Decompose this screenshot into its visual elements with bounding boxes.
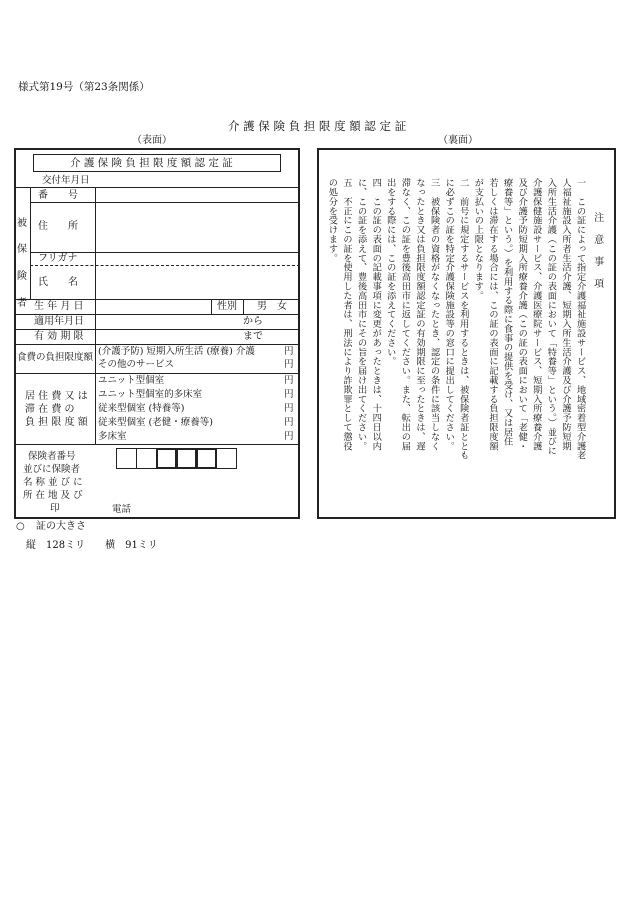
residence-item-4: 従来型個室 (老健・療養等) <box>98 417 213 428</box>
residence-unit-4: 円 <box>284 417 294 428</box>
note-column: 出をする際には、この証を添えてください。 <box>384 178 396 366</box>
insurer-label-3: 名 称 並 び に <box>23 477 83 488</box>
note-column: なったとき又は負担限度額認定証の有効期限に至ったときは、遅 <box>413 178 425 451</box>
residence-unit-2: 円 <box>284 389 294 400</box>
birth-label: 生 年 月 日 <box>34 301 84 312</box>
note-column: 三 被保険者の資格がなくなったとき、認定の条件に該当しなく <box>428 178 440 451</box>
sex-label: 性別 <box>217 301 237 312</box>
insured-char-4: 者 <box>17 298 27 309</box>
back-label: （裏面） <box>438 135 478 146</box>
insured-char-3: 険 <box>17 271 27 282</box>
note-column: 療養等」という。）を利用する際に食事の提供を受け、又は居住 <box>501 178 513 446</box>
note-column: 四 この証の表面の記載事項に変更があったときは、十四日以内 <box>370 178 382 451</box>
note-column: 二 前号に規定するサービスを利用するときは、被保険者証ととも <box>457 178 469 460</box>
issue-date-label: 交付年月日 <box>42 175 90 186</box>
name-label: 氏 名 <box>38 277 78 288</box>
insurer-digit-box <box>216 448 237 469</box>
insurer-digit-box <box>136 448 157 469</box>
residence-item-5: 多床室 <box>98 431 127 442</box>
note-column: 五 不正にこの証を使用した者は、刑法により詐欺罪として懲役 <box>340 178 352 451</box>
form-number: 様式第19号（第23条関係） <box>18 81 150 93</box>
insurer-label-4: 所 在 地 及 び <box>23 490 83 501</box>
note-column: 及び介護予防短期入所療養介護（この証の表面において「老健・ <box>516 178 528 451</box>
meal-unit-1: 円 <box>284 346 294 357</box>
note-column: 介護保健施設サービス、介護医療院サービス、短期入所療養介護 <box>530 178 542 451</box>
residence-label-2: 滞 在 費 の <box>25 404 75 415</box>
insurer-digit-box <box>176 448 197 469</box>
main-title: 介 護 保 険 負 担 限 度 額 認 定 証 <box>228 119 407 133</box>
size-bullet: ○ <box>16 521 25 532</box>
note-column: 入所生活介護（この証の表面において「特養等」という。）並びに <box>545 178 557 456</box>
note-column: に、この証を添えて、豊後高田市にその旨を届け出てください。 <box>355 178 367 451</box>
meal-item-2: その他のサービス <box>98 359 175 370</box>
address-label: 住 所 <box>38 221 78 232</box>
residence-unit-5: 円 <box>284 431 294 442</box>
insured-char-1: 被 <box>17 218 27 229</box>
meal-item-1: (介護予防) 短期入所生活 (療養) 介護 <box>98 346 255 357</box>
sex-values: 男 女 <box>257 301 287 312</box>
residence-unit-3: 円 <box>284 403 294 414</box>
insured-char-2: 保 <box>17 244 27 255</box>
insurer-label-5: 印 <box>50 503 60 514</box>
note-column: の処分を受けます。 <box>326 178 338 263</box>
card-title: 介 護 保 険 負 担 限 度 額 認 定 証 <box>70 157 233 169</box>
note-column: 若しくは滞在する場合には、この証の表面に記載する負担限度額 <box>486 178 498 451</box>
note-column: が支払いの上限となります。 <box>472 178 484 301</box>
note-column: に必ずこの証を特定介護保険施設等の窓口に提出してください。 <box>443 178 455 451</box>
phone-label: 電話 <box>112 504 132 515</box>
from-label: から <box>243 316 263 327</box>
front-label: （表面） <box>132 135 172 146</box>
applicable-date-label: 適用年月日 <box>34 316 84 327</box>
insurer-label-1: 保険者番号 <box>28 451 76 462</box>
number-label: 番 号 <box>38 190 78 201</box>
note-column: 人福祉施設入所者生活介護、短期入所生活介護及び介護予防短期 <box>559 178 571 451</box>
size-label: 証の大きさ <box>36 521 86 532</box>
residence-item-3: 従来型個室 (特養等) <box>98 403 185 414</box>
notes-heading: 注 意 事 項 <box>591 212 603 289</box>
until-label: まで <box>243 331 263 342</box>
residence-label-3: 負 担 限 度 額 <box>25 417 88 428</box>
residence-item-2: ユニット型個室的多床室 <box>98 389 203 400</box>
insurer-digit-box <box>156 448 177 469</box>
size-dims: 縦 128ミリ 横 91ミリ <box>26 540 158 551</box>
meal-unit-2: 円 <box>284 359 294 370</box>
furigana-label: フリガナ <box>38 253 78 264</box>
meal-label: 食費の負担限度額 <box>17 352 94 363</box>
insurer-digit-box <box>196 448 217 469</box>
insurer-label-2: 並びに保険者 <box>23 464 81 475</box>
note-column: 滞なく、この証を豊後高田市に返してください。また、転出の届 <box>399 178 411 451</box>
residence-label-1: 居 住 費 又 は <box>25 391 88 402</box>
residence-unit-1: 円 <box>284 375 294 386</box>
note-column: 一 この証によって指定介護福祉施設サービス、地域密着型介護老 <box>574 178 586 460</box>
insurer-digit-box <box>116 448 137 469</box>
residence-item-1: ユニット型個室 <box>98 375 165 386</box>
validity-label: 有 効 期 限 <box>34 331 84 342</box>
